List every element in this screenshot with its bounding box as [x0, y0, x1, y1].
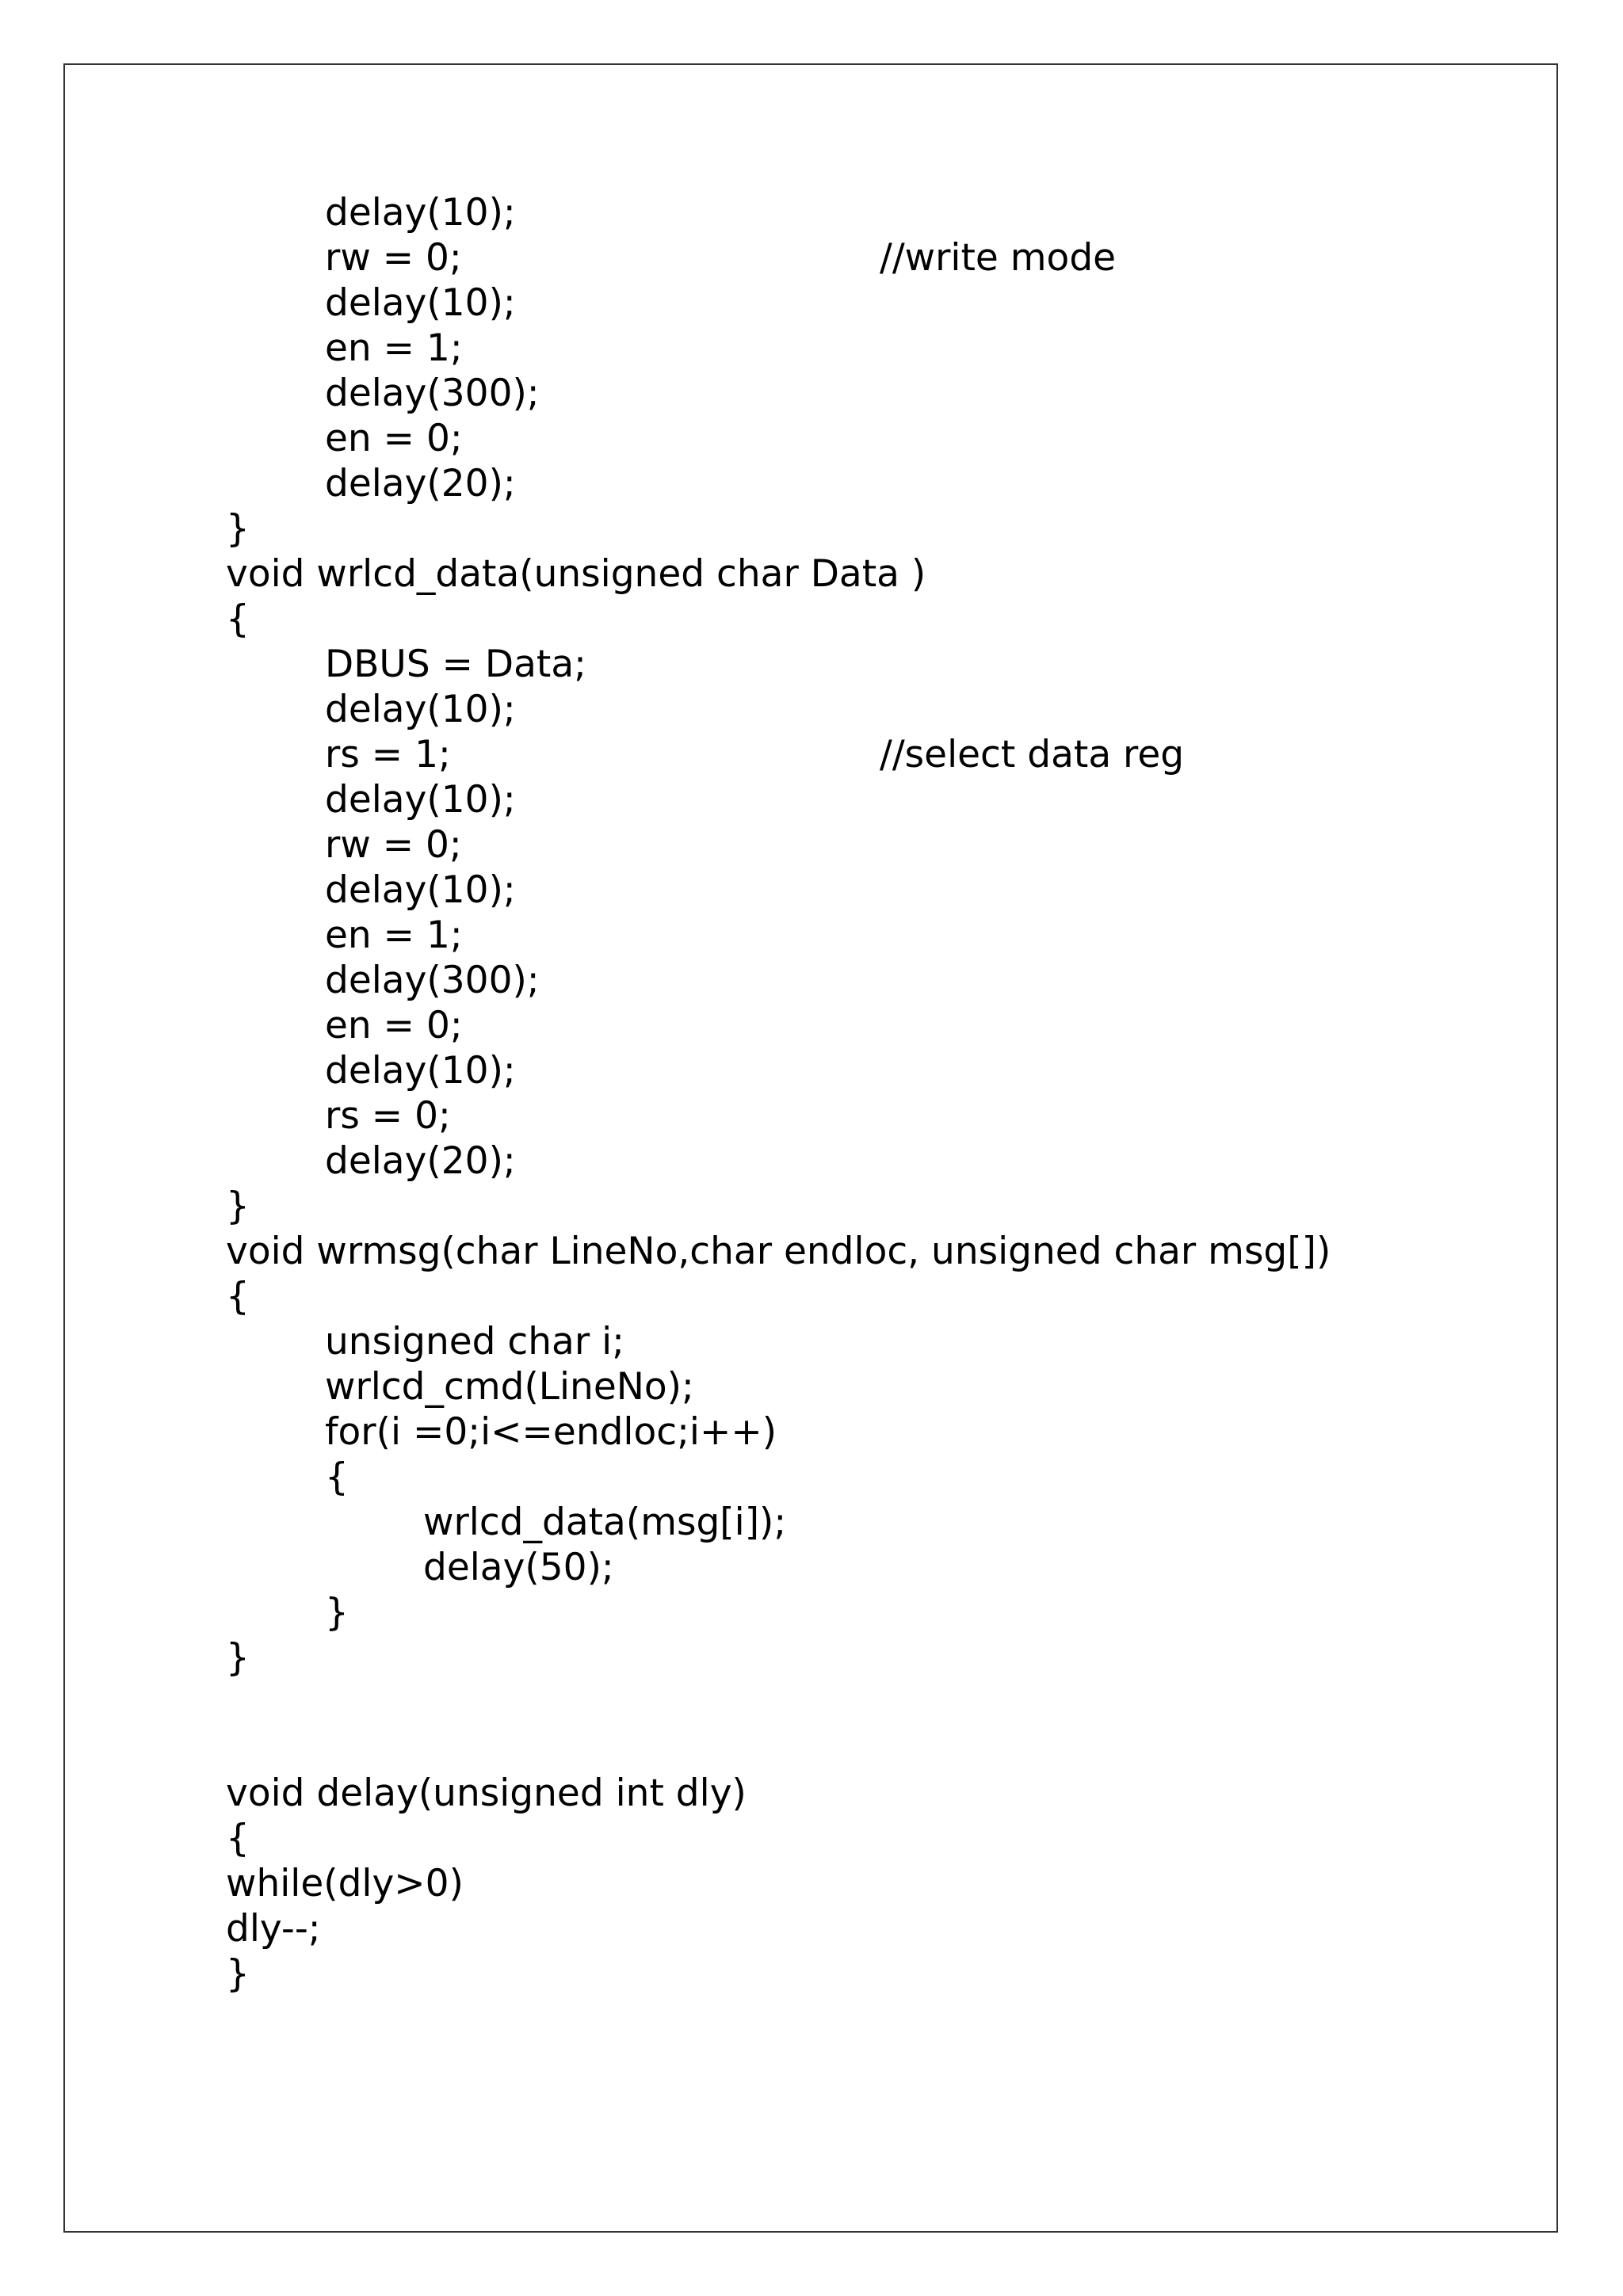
code-text: rw = 0; [325, 236, 462, 280]
code-text: for(i =0;i<=endloc;i++) [325, 1410, 777, 1454]
code-text: wrlcd_cmd(LineNo); [325, 1365, 694, 1409]
code-text: { [226, 1817, 250, 1860]
code-text: { [226, 597, 250, 641]
code-comment: //select data reg [880, 733, 1185, 776]
code-line [65, 868, 1556, 913]
code-line [65, 1093, 1556, 1138]
code-text: en = 0; [325, 417, 463, 460]
code-text: { [325, 1455, 349, 1499]
code-text: delay(50); [423, 1546, 614, 1589]
code-text: void wrmsg(char LineNo,char endloc, unsigned char msg[]) [226, 1230, 1331, 1273]
code-text: delay(300); [325, 372, 540, 415]
code-text: delay(20); [325, 462, 516, 505]
code-line [65, 1816, 1556, 1861]
code-text: rw = 0; [325, 823, 462, 867]
code-line [65, 1455, 1556, 1500]
code-line [65, 551, 1556, 597]
code-text: void wrlcd_data(unsigned char Data ) [226, 552, 926, 596]
code-text: en = 1; [325, 326, 463, 370]
code-text: en = 0; [325, 1004, 463, 1047]
code-line [65, 1500, 1556, 1545]
code-line [65, 1590, 1556, 1635]
code-text: delay(10); [325, 778, 516, 822]
code-line [65, 1274, 1556, 1319]
code-line [65, 732, 1556, 777]
code-text: delay(300); [325, 959, 540, 1002]
code-text: { [226, 1275, 250, 1318]
code-line [65, 416, 1556, 461]
code-line [65, 958, 1556, 1003]
code-text: wrlcd_data(msg[i]); [423, 1501, 787, 1544]
code-text: DBUS = Data; [325, 643, 586, 686]
code-line [65, 913, 1556, 958]
code-text: while(dly>0) [226, 1862, 464, 1905]
code-text: } [226, 1184, 250, 1228]
code-line [65, 597, 1556, 642]
code-line [65, 280, 1556, 326]
code-line [65, 1048, 1556, 1093]
page-frame [63, 63, 1558, 2233]
code-line [65, 1138, 1556, 1184]
code-text: delay(10); [325, 688, 516, 731]
code-line [65, 506, 1556, 551]
code-line [65, 1229, 1556, 1274]
code-text: rs = 0; [325, 1094, 451, 1138]
code-line [65, 1364, 1556, 1409]
code-line [65, 1184, 1556, 1229]
code-text: rs = 1; [325, 733, 451, 776]
code-text: } [226, 1952, 250, 1996]
code-line [65, 235, 1556, 280]
code-text: delay(20); [325, 1139, 516, 1183]
code-text: en = 1; [325, 913, 463, 957]
code-line [65, 687, 1556, 732]
code-line [65, 461, 1556, 506]
code-line [65, 777, 1556, 822]
code-line [65, 1545, 1556, 1590]
code-line [65, 822, 1556, 868]
code-text: dly--; [226, 1907, 321, 1951]
code-text: } [325, 1591, 349, 1634]
code-line [65, 1726, 1556, 1771]
code-line [65, 371, 1556, 416]
code-comment: //write mode [880, 236, 1117, 280]
code-line [65, 1003, 1556, 1048]
code-line [65, 1680, 1556, 1726]
code-line [65, 1409, 1556, 1455]
code-line [65, 1771, 1556, 1816]
code-listing [65, 65, 1556, 2231]
code-line [65, 1951, 1556, 1997]
code-text: } [226, 1636, 250, 1680]
code-line [65, 190, 1556, 235]
code-text: delay(10); [325, 191, 516, 235]
code-text: delay(10); [325, 281, 516, 325]
code-text: unsigned char i; [325, 1320, 625, 1363]
code-text: delay(10); [325, 868, 516, 912]
code-line [65, 1861, 1556, 1906]
code-line [65, 1635, 1556, 1680]
code-text: void delay(unsigned int dly) [226, 1772, 747, 1815]
code-line [65, 326, 1556, 371]
code-text: delay(10); [325, 1049, 516, 1093]
code-line [65, 1906, 1556, 1951]
code-line [65, 1319, 1556, 1364]
code-line [65, 642, 1556, 687]
code-text: } [226, 507, 250, 551]
